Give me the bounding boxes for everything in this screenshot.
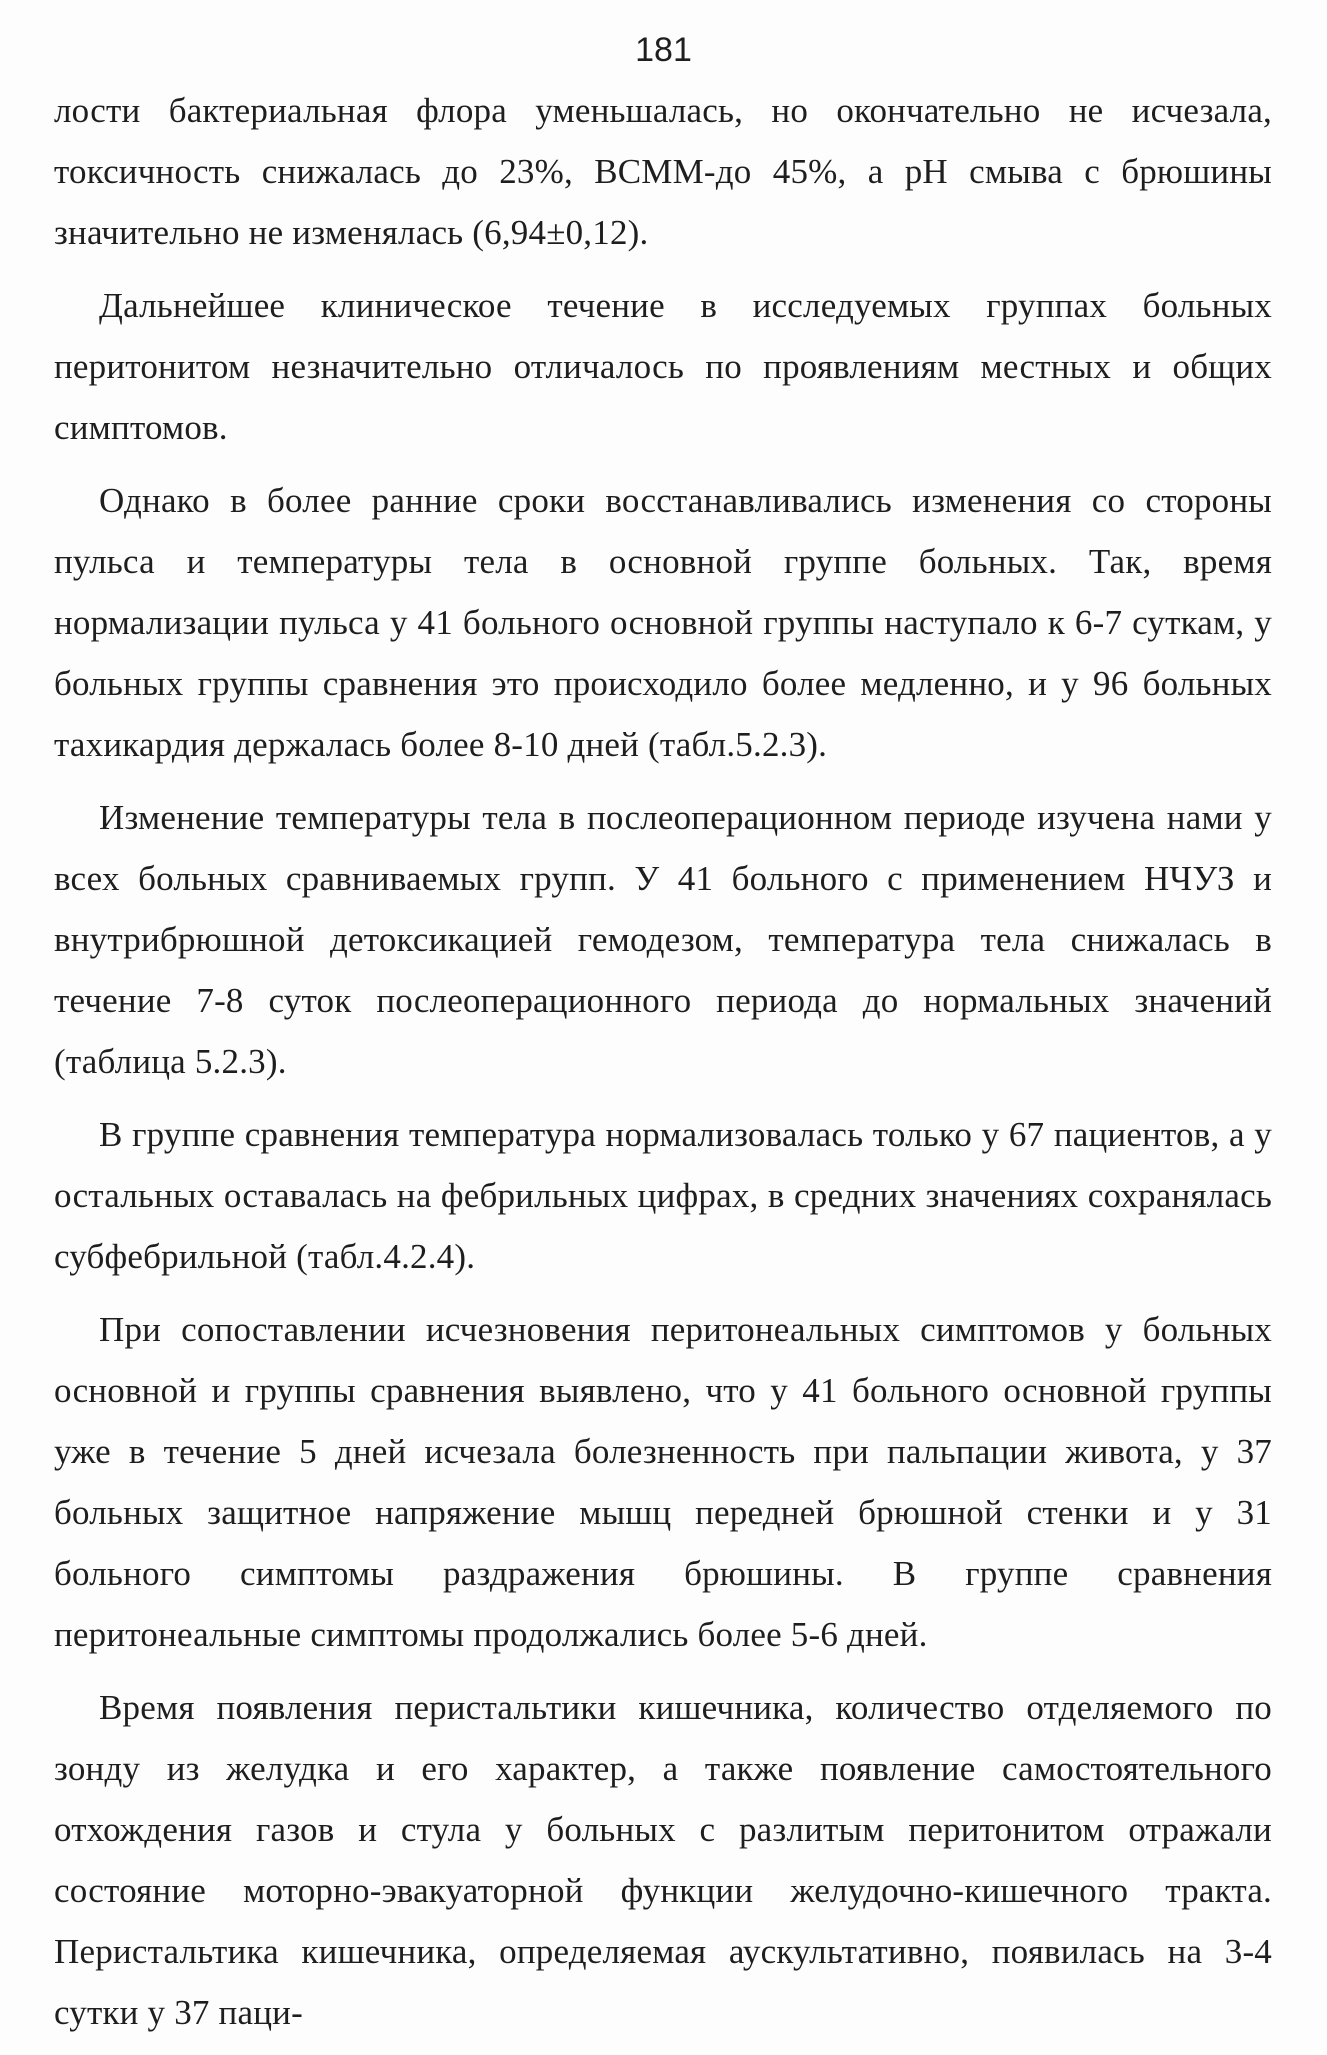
paragraph-peristalsis: Время появления перистальтики кишечника, количество отделяемого по зонду из желудка и его характер, а также появление самостоятельного отхождения газов и стула у больных с разлитым перитонитом отражали состояние моторно-эвакуаторной функции желудочно-кишечного тракта. Перистальтика кишечника, определяемая аускультативно, появилась на 3-4 сутки у 37 паци-	[54, 1688, 1272, 2032]
body-text	[54, 80, 1272, 2055]
paragraph-comparison-group: В группе сравнения температура нормализовалась только у 67 пациентов, а у остальных оставалась на фебрильных цифрах, в средних значениях сохранялась субфебрильной (табл.4.2.4).	[54, 1115, 1272, 1276]
paragraph-clinical-course: Дальнейшее клиническое течение в исследуемых группах больных перитонитом незначительно отличалось по проявлениям местных и общих симптомов.	[54, 286, 1272, 447]
paragraph-continuation: лости бактериальная флора уменьшалась, но окончательно не исчезала, токсичность снижалась до 23%, ВСММ-до 45%, а pH смыва с брюшины значительно не изменялась (6,94±0,12).	[54, 91, 1272, 252]
paragraph-peritoneal-symptoms: При сопоставлении исчезновения перитонеальных симптомов у больных основной и группы сравнения выявлено, что у 41 больного основной группы уже в течение 5 дней исчезала болезненность при пальпации живота, у 37 больных защитное напряжение мышц передней брюшной стенки и у 31 больного симптомы раздражения брюшины. В группе сравнения перитонеальные симптомы продолжались более 5-6 дней.	[54, 1310, 1272, 1654]
page-number: 181	[635, 31, 692, 69]
paragraph-temperature-change: Изменение температуры тела в послеоперационном периоде изучена нами у всех больных сравниваемых групп. У 41 больного с применением НЧУЗ и внутрибрюшной детоксикацией гемодезом, температура тела снижалась в течение 7-8 суток послеоперационного периода до нормальных значений (таблица 5.2.3).	[54, 798, 1272, 1081]
paragraph-pulse-temperature: Однако в более ранние сроки восстанавливались изменения со стороны пульса и температуры тела в основной группе больных. Так, время нормализации пульса у 41 больного основной группы наступало к 6-7 суткам, у больных группы сравнения это происходило более медленно, и у 96 больных тахикардия держалась более 8-10 дней (табл.5.2.3).	[54, 481, 1272, 764]
